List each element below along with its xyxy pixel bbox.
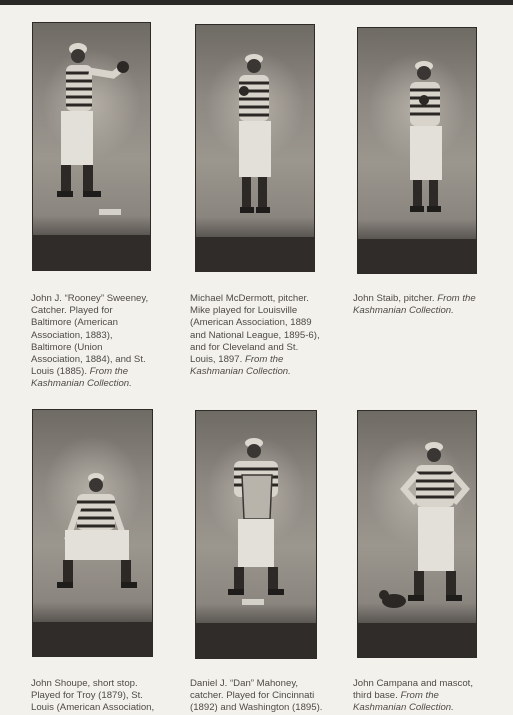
player-figure-icon — [33, 23, 150, 270]
caption-sweeney — [31, 293, 155, 391]
caption-staib — [353, 293, 486, 317]
player-figure-icon — [358, 28, 476, 273]
caption-text: John Shoupe, short stop. Played for Troy (1879), St. Louis (American Association, — [31, 678, 155, 714]
player-figure-icon — [196, 25, 314, 271]
player-figure-icon — [358, 411, 476, 657]
caption-source: From the Kashmanian Collection. — [353, 293, 476, 317]
player-figure-icon — [196, 411, 316, 658]
caption-source: From the Kashmanian Collection. — [31, 366, 132, 390]
page-top-edge — [0, 0, 513, 5]
caption-text: John Campana and mascot, third base. — [353, 678, 473, 702]
player-figure-icon — [33, 410, 152, 656]
caption-text: John Staib, pitcher. — [353, 293, 435, 304]
player-photo-campana — [358, 411, 476, 657]
caption-text: John J. “Rooney” Sweeney, Catcher. Played for Baltimore (American Association, 1883), Baltimore (Union Association, 1884), and St. Louis (1885). — [31, 293, 149, 378]
caption-text: Daniel J. “Dan” Mahoney, catcher. Played for Cincinnati (1892) and Washington (1895). — [190, 678, 323, 714]
caption-source: From the Kashmanian Collection. — [190, 354, 291, 378]
player-photo-shoupe — [33, 410, 152, 656]
caption-mcdermott — [190, 293, 323, 378]
caption-mahoney — [190, 678, 328, 715]
caption-campana — [353, 678, 479, 715]
caption-source: From the Kashmanian Collection. — [353, 690, 454, 714]
player-photo-mahoney — [196, 411, 316, 658]
player-photo-staib — [358, 28, 476, 273]
caption-text: Michael McDermott, pitcher. Mike played for Louisville (American Association, 1889 and National League, 1895-6), and for Cleveland and St. Louis, 1897. — [190, 293, 320, 366]
player-photo-sweeney — [33, 23, 150, 270]
player-photo-mcdermott — [196, 25, 314, 271]
caption-shoupe — [31, 678, 161, 715]
